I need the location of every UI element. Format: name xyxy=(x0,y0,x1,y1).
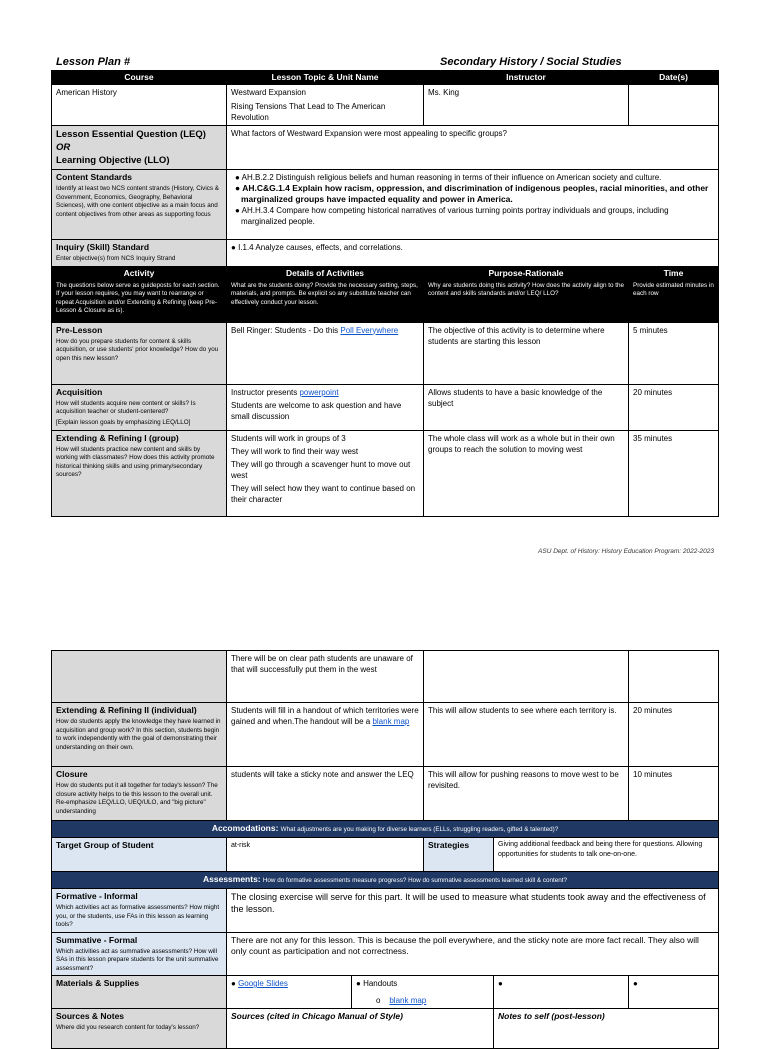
purpose-header: Purpose-Rationale xyxy=(488,267,564,278)
extending2-purpose: This will allow students to see where each territory is. xyxy=(424,703,629,767)
extending2-label-cell xyxy=(52,703,227,767)
closure-time: 10 minutes xyxy=(629,767,719,821)
leq-label-cell xyxy=(52,126,227,170)
acquisition-label-cell xyxy=(52,384,227,430)
materials-item-3: ● xyxy=(494,976,629,1009)
acquisition-time: 20 minutes xyxy=(629,384,719,430)
leq-or: OR xyxy=(56,142,71,153)
details-header-desc: What are the students doing? Provide the necessary setting, steps, materials, and prompts. Be explicit so any substitute teacher can effectively conduct your lesson. xyxy=(231,281,418,306)
activity-header-desc: The questions below serve as guideposts for each section. If your lesson requires, you may want to rearrange or repeat Acquisition and/or Extending & Refining (keep Pre-Lesson & Closure as is). xyxy=(56,281,220,314)
page-footer: ASU Dept. of History: History Education Program: 2022-2023 xyxy=(538,548,714,555)
assessments-band: Assessments: How do formative assessments measure progress? How do summative assessments learned skill & content? xyxy=(52,872,719,889)
closure-details: students will take a sticky note and answer the LEQ xyxy=(227,767,424,821)
blank-map-link[interactable]: blank map xyxy=(372,717,410,726)
extending2-label: Extending & Refining II (individual) xyxy=(56,705,197,715)
content-standards-list xyxy=(227,170,719,240)
prelesson-label: Pre-Lesson xyxy=(56,324,103,335)
standard-item: ● AH.H.3.4 Compare how competing historical narratives of various turning points portray individuals and groups, including marginalized people. xyxy=(235,206,669,226)
topic-line-1: Westward Expansion xyxy=(231,88,306,97)
inquiry-value: ● I.1.4 Analyze causes, effects, and correlations. xyxy=(227,240,719,267)
activity-header-cell xyxy=(52,266,227,322)
details-header: Details of Activities xyxy=(285,267,365,278)
time-header-cell xyxy=(629,266,719,322)
prelesson-time: 5 minutes xyxy=(629,322,719,384)
strategies-label: Strategies xyxy=(424,838,494,872)
inquiry-desc: Enter objective(s) from NCS Inquiry Strand xyxy=(56,255,176,262)
dates-header: Date(s) xyxy=(629,71,719,85)
extending1-time: 35 minutes xyxy=(629,430,719,516)
lesson-plan-table-page1 xyxy=(51,70,719,517)
target-group-label: Target Group of Student xyxy=(52,838,227,872)
formative-label: Formative - Informal xyxy=(56,891,138,901)
topic-line-2: Rising Tensions That Lead to The American Revolution xyxy=(231,102,386,122)
formative-value: The closing exercise will serve for this part. It will be used to measure what students took away and the effectiveness of the lesson. xyxy=(227,889,719,933)
summative-value: There are not any for this lesson. This is because the poll everywhere, and the sticky note are more fact recall. They also will only count as participation and not correctness. xyxy=(227,932,719,976)
topic-value xyxy=(227,85,424,126)
acquisition-details: Instructor presents powerpoint Students are welcome to ask question and have small discussion xyxy=(227,384,424,430)
standard-item: ● AH.C&G.1.4 Explain how racism, oppression, and discrimination of indigenous peoples, racial minorities, and other marginalized groups have impacted equality and power in America. xyxy=(235,183,709,204)
summative-label: Summative - Formal xyxy=(56,934,138,945)
extending2-desc: How do students apply the knowledge they have learned in acquisition and group work? In this section, students begin to work independently with the goal of demonstrating their understanding on their own. xyxy=(56,718,221,751)
sources-label: Sources & Notes xyxy=(56,1011,125,1021)
accommodations-band: Accomodations: What adjustments are you making for diverse learners (ELLs, struggling readers, gifted & talented)? xyxy=(52,821,719,838)
closure-label-cell xyxy=(52,767,227,821)
content-standards-desc: Identify at least two NCS content strands (History, Civics & Government, Economics, Geography, Behavioral Sciences), with one content objective as a main focus and content objectives from other areas as supporting focus xyxy=(56,185,219,218)
extending1-purpose: The whole class will work as a whole but in their own groups to reach the solution to moving west xyxy=(424,430,629,516)
dates-value xyxy=(629,85,719,126)
google-slides-link[interactable]: Google Slides xyxy=(238,979,288,988)
sources-desc: Where did you research content for today's lesson? xyxy=(56,1024,200,1031)
time-header-desc: Provide estimated minutes in each row xyxy=(633,281,714,297)
purpose-header-cell xyxy=(424,266,629,322)
lesson-plan-number: Lesson Plan # xyxy=(56,56,130,68)
instructor-value: Ms. King xyxy=(424,85,629,126)
inquiry-label: Inquiry (Skill) Standard xyxy=(56,242,150,252)
target-group-value: at-risk xyxy=(227,838,424,872)
strategies-value: Giving additional feedback and being there for questions. Allowing opportunities for students to talk one-on-one. xyxy=(494,838,719,872)
standard-item: ● AH.B.2.2 Distinguish religious beliefs and human reasoning in terms of their influence on American society and culture. xyxy=(235,173,662,182)
continued-time xyxy=(629,651,719,703)
continued-label-cell xyxy=(52,651,227,703)
llo-label: Learning Objective (LLO) xyxy=(56,155,170,166)
acquisition-purpose: Allows students to have a basic knowledge of the subject xyxy=(424,384,629,430)
extending1-desc: How will students practice new content and skills by working with classmates? How does this activity promote historical thinking skills and using primary/secondary sources? xyxy=(56,445,215,478)
materials-item-1: ● Google Slides xyxy=(227,976,352,1009)
formative-desc: Which activities act as formative assessments? How might you, or the students, use FAs in this lesson as learning tools? xyxy=(56,904,220,928)
time-header: Time xyxy=(663,267,684,278)
sources-label-cell xyxy=(52,1009,227,1049)
leq-label: Lesson Essential Question (LEQ) xyxy=(56,129,206,140)
formative-label-cell xyxy=(52,889,227,933)
extending2-time: 20 minutes xyxy=(629,703,719,767)
prelesson-purpose: The objective of this activity is to determine where students are starting this lesson xyxy=(424,322,629,384)
acquisition-desc: How will students acquire new content or skills? Is acquisition teacher or student-centered? xyxy=(56,399,196,415)
closure-desc: How do students put it all together for today's lesson? The closure activity helps to tie this lesson to the overall unit. Re-emphasize LEQ/LLO, UEQ/ULO, and "big picture" understanding xyxy=(56,782,218,815)
extending1-label-cell xyxy=(52,430,227,516)
extending1-label: Extending & Refining I (group) xyxy=(56,432,179,443)
sources-header: Sources (cited in Chicago Manual of Style) xyxy=(227,1009,494,1049)
materials-item-4: ● xyxy=(629,976,719,1009)
acquisition-desc-2: [Explain lesson goals by emphasizing LEQ/LLO] xyxy=(56,418,191,426)
closure-purpose: This will allow for pushing reasons to move west to be revisited. xyxy=(424,767,629,821)
lesson-plan-table-page2 xyxy=(51,650,719,1049)
program-title: Secondary History / Social Studies xyxy=(440,56,622,68)
blank-map-material-link[interactable]: blank map xyxy=(389,996,427,1005)
activity-header: Activity xyxy=(123,267,155,278)
poll-everywhere-link[interactable]: Poll Everywhere xyxy=(340,325,399,335)
notes-header: Notes to self (post-lesson) xyxy=(494,1009,719,1049)
course-header: Course xyxy=(52,71,227,85)
extending2-details: Students will fill in a handout of which territories were gained and when.The handout will be a blank map xyxy=(227,703,424,767)
closure-label: Closure xyxy=(56,769,88,779)
materials-label: Materials & Supplies xyxy=(52,976,227,1009)
topic-header: Lesson Topic & Unit Name xyxy=(227,71,424,85)
continued-purpose xyxy=(424,651,629,703)
inquiry-label-cell xyxy=(52,240,227,267)
extending1-details: Students will work in groups of 3 They will work to find their way west They will go through a scavenger hunt to move out west They will select how they want to continue based on their character xyxy=(227,430,424,516)
summative-label-cell xyxy=(52,932,227,976)
prelesson-label-cell xyxy=(52,322,227,384)
acquisition-label: Acquisition xyxy=(56,386,103,397)
continued-details: There will be on clear path students are unaware of that will successfully put them in the west xyxy=(227,651,424,703)
details-header-cell xyxy=(227,266,424,322)
content-standards-label: Content Standards xyxy=(56,172,133,182)
powerpoint-link[interactable]: powerpoint xyxy=(299,387,339,397)
leq-value: What factors of Westward Expansion were most appealing to specific groups? xyxy=(227,126,719,170)
purpose-header-desc: Why are students doing this activity? How does the activity align to the content and skills standards and/or LEQ/ LLO? xyxy=(428,281,625,297)
prelesson-details: Bell Ringer: Students - Do this Poll Everywhere xyxy=(227,322,424,384)
course-value: American History xyxy=(52,85,227,126)
materials-item-2: ● Handouts o blank map xyxy=(352,976,494,1009)
summative-desc: Which activities act as summative assessments? How will SAs in this lesson prepare students for the unit summative assessment? xyxy=(56,947,219,972)
prelesson-desc: How do you prepare students for content & skills acquisition, or use students' prior knowledge? How do you open this new lesson? xyxy=(56,337,219,362)
content-standards-label-cell xyxy=(52,170,227,240)
instructor-header: Instructor xyxy=(424,71,629,85)
